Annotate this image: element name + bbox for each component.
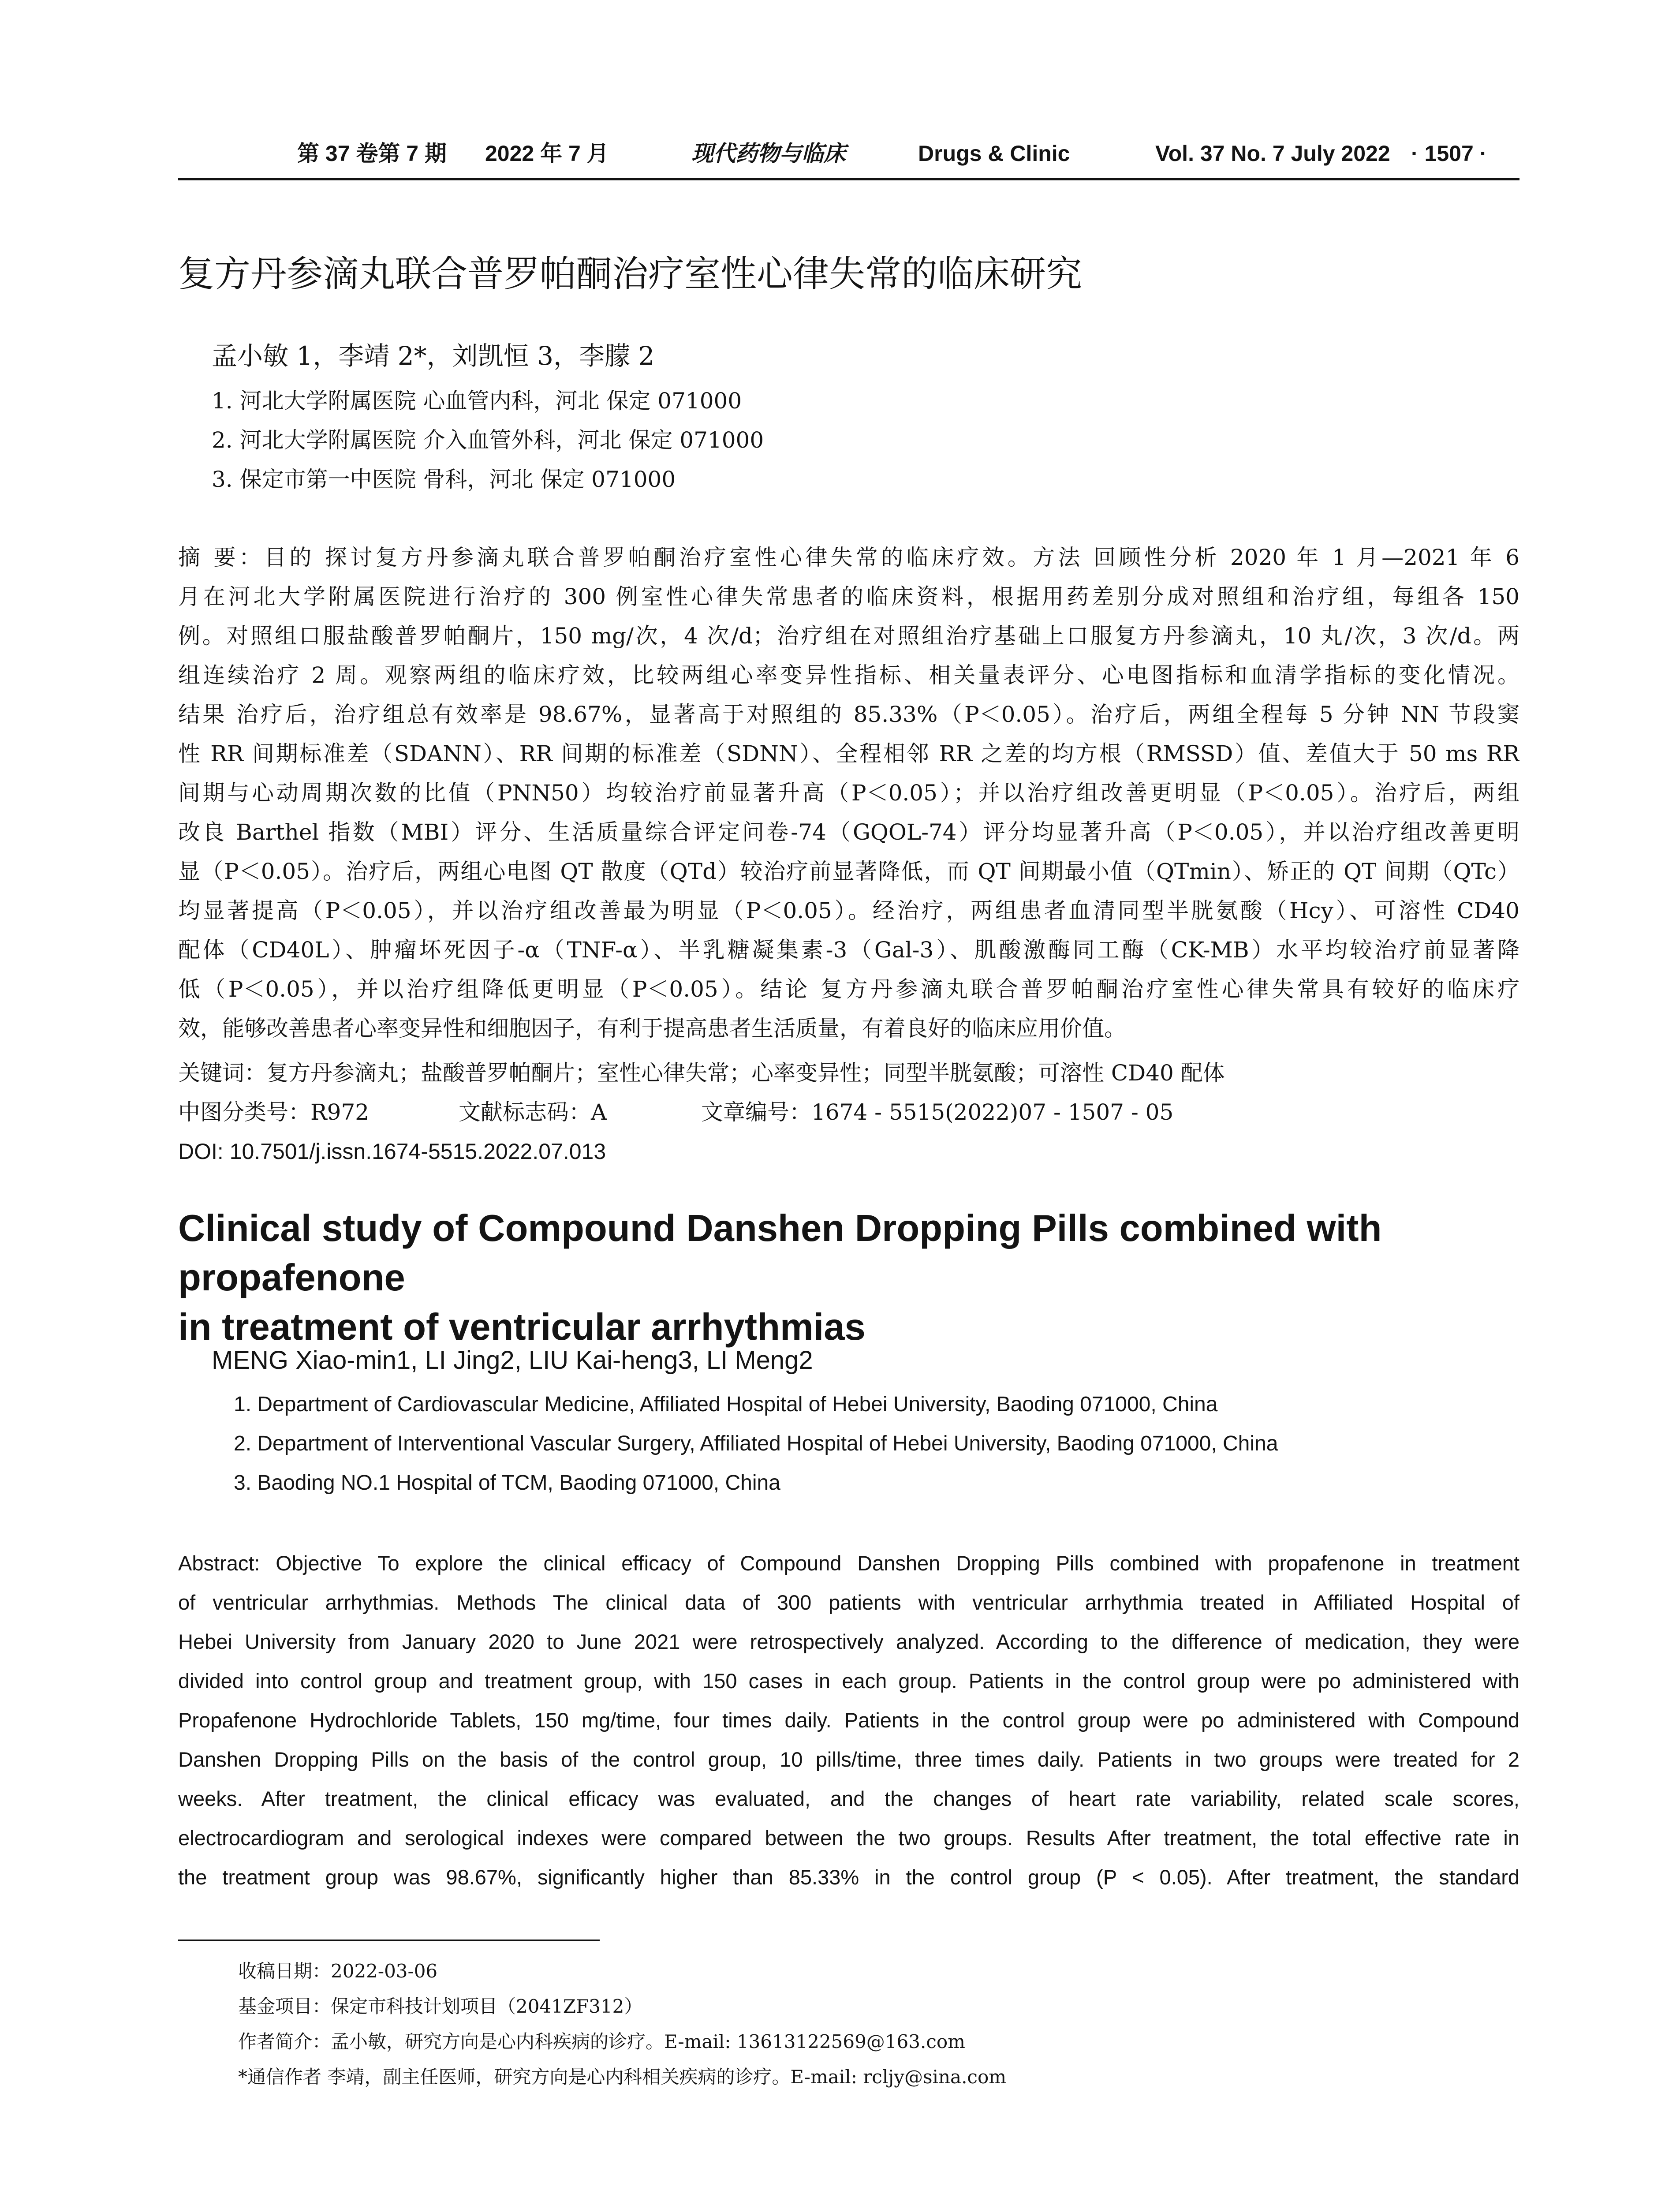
- abstract-cn-line: 间期与心动周期次数的比值（PNN50）均较治疗前显著升高（P＜0.05）；并以治疗组改善更明显（P＜0.05）。治疗后，两组: [178, 780, 1519, 806]
- header-volume-en: Vol. 37 No. 7 July 2022: [1155, 141, 1390, 166]
- abstract-cn-line: 摘 要：目的 探讨复方丹参滴丸联合普罗帕酮治疗室性心律失常的临床疗效。方法 回顾性分析 2020 年 1 月—2021 年 6: [178, 545, 1519, 570]
- authors-en: MENG Xiao-min1, LI Jing2, LIU Kai-heng3, LI Meng2: [212, 1346, 813, 1375]
- header-journal-cn: 现代药物与临床: [691, 140, 846, 166]
- abstract-en-line: Danshen Dropping Pills on the basis of the control group, 10 pills/time, three times daily. Patients in two groups were treated for 2: [178, 1748, 1519, 1771]
- article-title-en: [178, 1204, 1545, 1352]
- footnote-rule: [178, 1940, 600, 1941]
- abstract-en-line: the treatment group was 98.67%, significantly higher than 85.33% in the control group (P < 0.05). After treatment, the standard: [178, 1865, 1519, 1889]
- abstract-cn-line: 性 RR 间期标准差（SDANN）、RR 间期的标准差（SDNN）、全程相邻 RR 之差的均方根（RMSSD）值、差值大于 50 ms RR: [178, 741, 1519, 766]
- footnote-funding: 基金项目：保定市科技计划项目（2041ZF312）: [238, 1996, 643, 2017]
- affiliation-en-3: 3. Baoding NO.1 Hospital of TCM, Baoding 071000, China: [234, 1471, 780, 1495]
- document-code: 文献标志码：A: [459, 1099, 607, 1125]
- abstract-cn-line: 改良 Barthel 指数（MBI）评分、生活质量综合评定问卷-74（GQOL-74）评分均显著升高（P＜0.05），并以治疗组改善更明: [178, 819, 1519, 845]
- header-page-number: · 1507 ·: [1411, 141, 1487, 166]
- header-rule: [178, 178, 1519, 180]
- abstract-cn-line: 组连续治疗 2 周。观察两组的临床疗效，比较两组心率变异性指标、相关量表评分、心电图指标和血清学指标的变化情况。: [178, 662, 1519, 688]
- article-title-en-line: in treatment of ventricular arrhythmias: [178, 1306, 866, 1348]
- abstract-cn: [178, 538, 1519, 1048]
- keywords-cn: 关键词：复方丹参滴丸；盐酸普罗帕酮片；室性心律失常；心率变异性；同型半胱氨酸；可溶性 CD40 配体: [178, 1060, 1225, 1086]
- abstract-cn-line: 月在河北大学附属医院进行治疗的 300 例室性心律失常患者的临床资料，根据用药差别分成对照组和治疗组，每组各 150: [178, 584, 1519, 609]
- abstract-en-line: Hebei University from January 2020 to June 2021 were retrospectively analyzed. According to the difference of medication, they were: [178, 1630, 1519, 1653]
- abstract-en-line: Propafenone Hydrochloride Tablets, 150 mg/time, four times daily. Patients in the control group were po administered with Compound: [178, 1708, 1519, 1732]
- abstract-en-line: weeks. After treatment, the clinical efficacy was evaluated, and the changes of heart rate variability, related scale scores,: [178, 1787, 1519, 1810]
- abstract-cn-line: 效，能够改善患者心率变异性和细胞因子，有利于提高患者生活质量，有着良好的临床应用价值。: [178, 1016, 1126, 1041]
- affiliation-cn-1: 1. 河北大学附属医院 心血管内科，河北 保定 071000: [212, 388, 742, 414]
- abstract-en-line: divided into control group and treatment group, with 150 cases in each group. Patients in the control group were po administered with: [178, 1669, 1519, 1693]
- abstract-cn-line: 例。对照组口服盐酸普罗帕酮片，150 mg/次，4 次/d；治疗组在对照组治疗基础上口服复方丹参滴丸，10 丸/次，3 次/d。两: [178, 623, 1519, 649]
- article-title-cn: 复方丹参滴丸联合普罗帕酮治疗室性心律失常的临床研究: [178, 253, 1083, 295]
- footnote-received-date: 收稿日期：2022-03-06: [238, 1960, 438, 1982]
- affiliation-cn-3: 3. 保定市第一中医院 骨科，河北 保定 071000: [212, 467, 676, 492]
- header-date-cn: 2022 年 7 月: [485, 141, 609, 166]
- abstract-cn-line: 均显著提高（P＜0.05），并以治疗组改善最为明显（P＜0.05）。经治疗，两组患者血清同型半胱氨酸（Hcy）、可溶性 CD40: [178, 898, 1519, 923]
- authors-cn: 孟小敏 1，李靖 2*，刘凯恒 3，李朦 2: [212, 341, 655, 371]
- footnote-author-bio: 作者简介：孟小敏，研究方向是心内科疾病的诊疗。E-mail: 13613122569@163.com: [238, 2031, 965, 2052]
- abstract-en-line: Abstract: Objective To explore the clinical efficacy of Compound Danshen Dropping Pills combined with propafenone in treatment: [178, 1551, 1519, 1575]
- clc-number: 中图分类号：R972: [178, 1099, 370, 1125]
- affiliation-en-2: 2. Department of Interventional Vascular Surgery, Affiliated Hospital of Hebei University, Baoding 071000, China: [234, 1432, 1278, 1455]
- footnote-corresponding-author: *通信作者 李靖，副主任医师，研究方向是心内科相关疾病的诊疗。E-mail: rcljy@sina.com: [238, 2066, 1007, 2088]
- header-journal-en: Drugs & Clinic: [918, 141, 1070, 166]
- affiliation-en-1: 1. Department of Cardiovascular Medicine, Affiliated Hospital of Hebei University, Baoding 071000, China: [234, 1393, 1218, 1416]
- article-title-en-line: Clinical study of Compound Danshen Dropping Pills combined with propafenone: [178, 1207, 1382, 1299]
- doi: DOI: 10.7501/j.issn.1674-5515.2022.07.013: [178, 1139, 606, 1164]
- abstract-en-line: electrocardiogram and serological indexes were compared between the two groups. Results After treatment, the total effective rate in: [178, 1826, 1519, 1850]
- abstract-en-line: of ventricular arrhythmias. Methods The clinical data of 300 patients with ventricular arrhythmia treated in Affiliated Hospital of: [178, 1591, 1519, 1614]
- article-number: 文章编号：1674 - 5515(2022)07 - 1507 - 05: [701, 1099, 1174, 1125]
- affiliation-cn-2: 2. 河北大学附属医院 介入血管外科，河北 保定 071000: [212, 427, 764, 453]
- header-volume-cn: 第 37 卷第 7 期: [297, 141, 447, 166]
- abstract-cn-line: 配体（CD40L）、肿瘤坏死因子-α（TNF-α）、半乳糖凝集素-3（Gal-3）、肌酸激酶同工酶（CK-MB）水平均较治疗前显著降: [178, 937, 1519, 963]
- abstract-cn-line: 低（P＜0.05），并以治疗组降低更明显（P＜0.05）。结论 复方丹参滴丸联合普罗帕酮治疗室性心律失常具有较好的临床疗: [178, 976, 1519, 1002]
- abstract-en: [178, 1544, 1519, 1897]
- abstract-cn-line: 显（P＜0.05）。治疗后，两组心电图 QT 散度（QTd）较治疗前显著降低，而 QT 间期最小值（QTmin）、矫正的 QT 间期（QTc）: [178, 859, 1519, 884]
- abstract-cn-line: 结果 治疗后，治疗组总有效率是 98.67%，显著高于对照组的 85.33%（P＜0.05）。治疗后，两组全程每 5 分钟 NN 节段窦: [178, 702, 1519, 727]
